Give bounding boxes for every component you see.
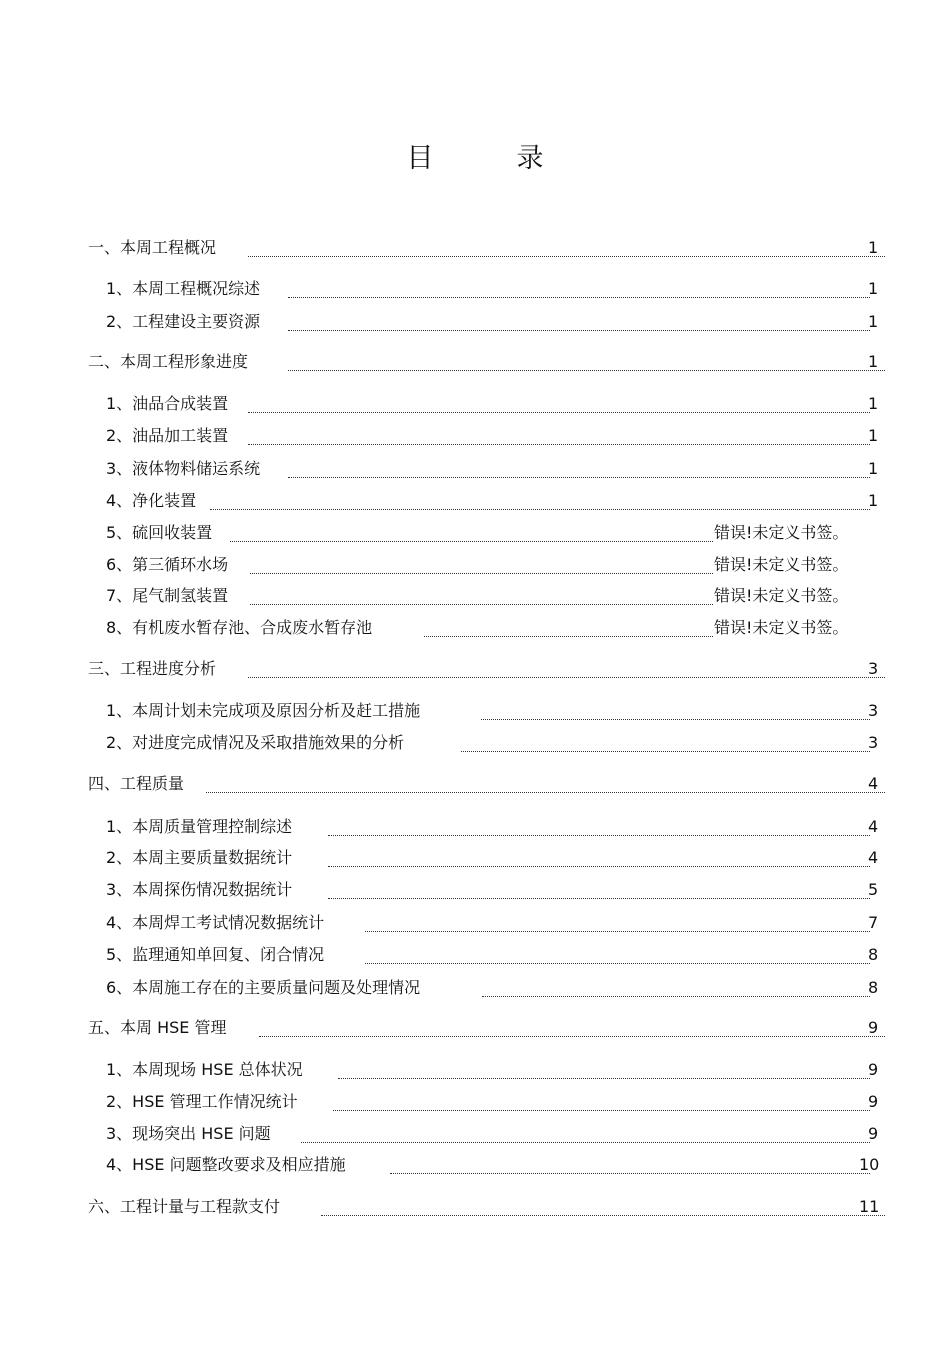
toc-entry[interactable] xyxy=(106,815,885,839)
toc-page-number: 错误!未定义书签。 xyxy=(714,618,849,637)
toc-page-number: 3 xyxy=(868,659,879,678)
toc-page-number: 错误!未定义书签。 xyxy=(714,523,849,542)
toc-entry[interactable] xyxy=(88,1016,885,1040)
toc-page-number: 1 xyxy=(868,459,879,478)
toc-entry-title: 2、对进度完成情况及采取措施效果的分析 xyxy=(106,733,405,752)
toc-entry-title: 三、工程进度分析 xyxy=(88,659,217,678)
toc-page-number: 错误!未定义书签。 xyxy=(714,555,849,574)
toc-entry[interactable] xyxy=(88,350,885,374)
toc-page-number: 5 xyxy=(868,880,879,899)
toc-entry[interactable] xyxy=(88,236,885,260)
toc-leader-dots xyxy=(365,919,870,932)
toc-leader-dots xyxy=(288,465,870,478)
toc-leader-dots xyxy=(250,592,713,605)
toc-leader-dots xyxy=(328,886,870,899)
toc-entry-title: 六、工程计量与工程款支付 xyxy=(88,1197,281,1216)
toc-page-number: 3 xyxy=(868,701,879,720)
toc-page-number: 1 xyxy=(868,279,879,298)
toc-entry-title: 1、本周现场 HSE 总体状况 xyxy=(106,1060,303,1079)
toc-entry[interactable] xyxy=(106,616,885,640)
toc-entry[interactable] xyxy=(106,584,885,608)
toc-entry[interactable] xyxy=(106,846,885,870)
toc-entry[interactable] xyxy=(88,657,885,681)
toc-entry-title: 8、有机废水暂存池、合成废水暂存池 xyxy=(106,618,373,637)
toc-page-number: 1 xyxy=(868,426,879,445)
toc-entry-title: 7、尾气制氢装置 xyxy=(106,586,229,605)
toc-entry-title: 5、硫回收装置 xyxy=(106,523,213,542)
toc-entry[interactable] xyxy=(106,392,885,416)
toc-entry[interactable] xyxy=(106,699,885,723)
toc-leader-dots xyxy=(390,1161,870,1174)
toc-leader-dots xyxy=(210,497,870,510)
toc-leader-dots xyxy=(333,1098,870,1111)
toc-entry-title: 2、油品加工装置 xyxy=(106,426,229,445)
toc-entry-title: 四、工程质量 xyxy=(88,774,185,793)
toc-entry[interactable] xyxy=(106,943,885,967)
toc-entry[interactable] xyxy=(106,277,885,301)
toc-leader-dots xyxy=(288,358,885,371)
toc-entry-title: 6、本周施工存在的主要质量问题及处理情况 xyxy=(106,978,421,997)
toc-leader-dots xyxy=(301,1130,870,1143)
toc-entry-title: 2、本周主要质量数据统计 xyxy=(106,848,293,867)
toc-page-number: 1 xyxy=(868,491,879,510)
toc-entry[interactable] xyxy=(106,878,885,902)
toc-entry[interactable] xyxy=(106,1058,885,1082)
toc-entry-title: 2、HSE 管理工作情况统计 xyxy=(106,1092,298,1111)
toc-page-number: 4 xyxy=(868,817,879,836)
toc-entry[interactable] xyxy=(106,1122,885,1146)
toc-entry-title: 1、本周计划未完成项及原因分析及赶工措施 xyxy=(106,701,421,720)
toc-entry[interactable] xyxy=(106,1090,885,1114)
toc-page-number: 9 xyxy=(868,1092,879,1111)
toc-entry[interactable] xyxy=(88,1195,885,1219)
toc-entry[interactable] xyxy=(106,553,885,577)
page-title: 目 录 xyxy=(406,143,572,174)
toc-leader-dots xyxy=(248,400,870,413)
toc-page-number: 8 xyxy=(868,945,879,964)
toc-page-number: 9 xyxy=(868,1060,879,1079)
toc-page-number: 1 xyxy=(868,238,879,257)
toc-leader-dots xyxy=(248,665,885,678)
toc-entry-title: 4、净化装置 xyxy=(106,491,197,510)
toc-leader-dots xyxy=(248,432,870,445)
toc-entry[interactable] xyxy=(106,976,885,1000)
toc-leader-dots xyxy=(250,561,713,574)
toc-entry-title: 3、现场突出 HSE 问题 xyxy=(106,1124,271,1143)
toc-entry[interactable] xyxy=(106,1153,885,1177)
toc-entry[interactable] xyxy=(106,911,885,935)
toc-page-number: 4 xyxy=(868,774,879,793)
toc-entry-title: 2、工程建设主要资源 xyxy=(106,312,261,331)
toc-leader-dots xyxy=(338,1066,870,1079)
toc-page-number: 7 xyxy=(868,913,879,932)
toc-page-number: 9 xyxy=(868,1124,879,1143)
toc-leader-dots xyxy=(259,1024,885,1037)
toc-leader-dots xyxy=(288,285,870,298)
toc-entry-title: 4、HSE 问题整改要求及相应措施 xyxy=(106,1155,346,1174)
toc-page-number: 1 xyxy=(868,352,879,371)
toc-entry-title: 五、本周 HSE 管理 xyxy=(88,1018,227,1037)
toc-page-number: 10 xyxy=(859,1155,880,1174)
toc-page-number: 11 xyxy=(859,1197,880,1216)
toc-entry-title: 4、本周焊工考试情况数据统计 xyxy=(106,913,325,932)
toc-page-number: 9 xyxy=(868,1018,879,1037)
toc-leader-dots xyxy=(328,854,870,867)
toc-leader-dots xyxy=(461,739,870,752)
toc-page-number: 8 xyxy=(868,978,879,997)
toc-leader-dots xyxy=(206,780,885,793)
toc-leader-dots xyxy=(482,984,870,997)
toc-entry-title: 二、本周工程形象进度 xyxy=(88,352,249,371)
toc-entry[interactable] xyxy=(106,457,885,481)
toc-entry-title: 3、液体物料储运系统 xyxy=(106,459,261,478)
toc-entry[interactable] xyxy=(106,424,885,448)
toc-leader-dots xyxy=(365,951,870,964)
toc-leader-dots xyxy=(321,1203,885,1216)
toc-entry-title: 3、本周探伤情况数据统计 xyxy=(106,880,293,899)
toc-entry[interactable] xyxy=(88,772,885,796)
toc-leader-dots xyxy=(424,624,713,637)
toc-leader-dots xyxy=(481,707,870,720)
toc-leader-dots xyxy=(248,244,885,257)
toc-entry-title: 1、本周工程概况综述 xyxy=(106,279,261,298)
toc-entry-title: 5、监理通知单回复、闭合情况 xyxy=(106,945,325,964)
toc-page-number: 3 xyxy=(868,733,879,752)
toc-entry[interactable] xyxy=(106,521,885,545)
toc-page-number: 4 xyxy=(868,848,879,867)
toc-page-number: 错误!未定义书签。 xyxy=(714,586,849,605)
toc-entry[interactable] xyxy=(106,310,885,334)
toc-leader-dots xyxy=(288,318,870,331)
toc-entry-title: 6、第三循环水场 xyxy=(106,555,229,574)
toc-leader-dots xyxy=(328,823,870,836)
toc-entry[interactable] xyxy=(106,489,885,513)
toc-entry[interactable] xyxy=(106,731,885,755)
toc-page-number: 1 xyxy=(868,394,879,413)
toc-entry-title: 一、本周工程概况 xyxy=(88,238,217,257)
toc-entry-title: 1、本周质量管理控制综述 xyxy=(106,817,293,836)
toc-entry-title: 1、油品合成装置 xyxy=(106,394,229,413)
toc-leader-dots xyxy=(230,529,713,542)
toc-page-number: 1 xyxy=(868,312,879,331)
